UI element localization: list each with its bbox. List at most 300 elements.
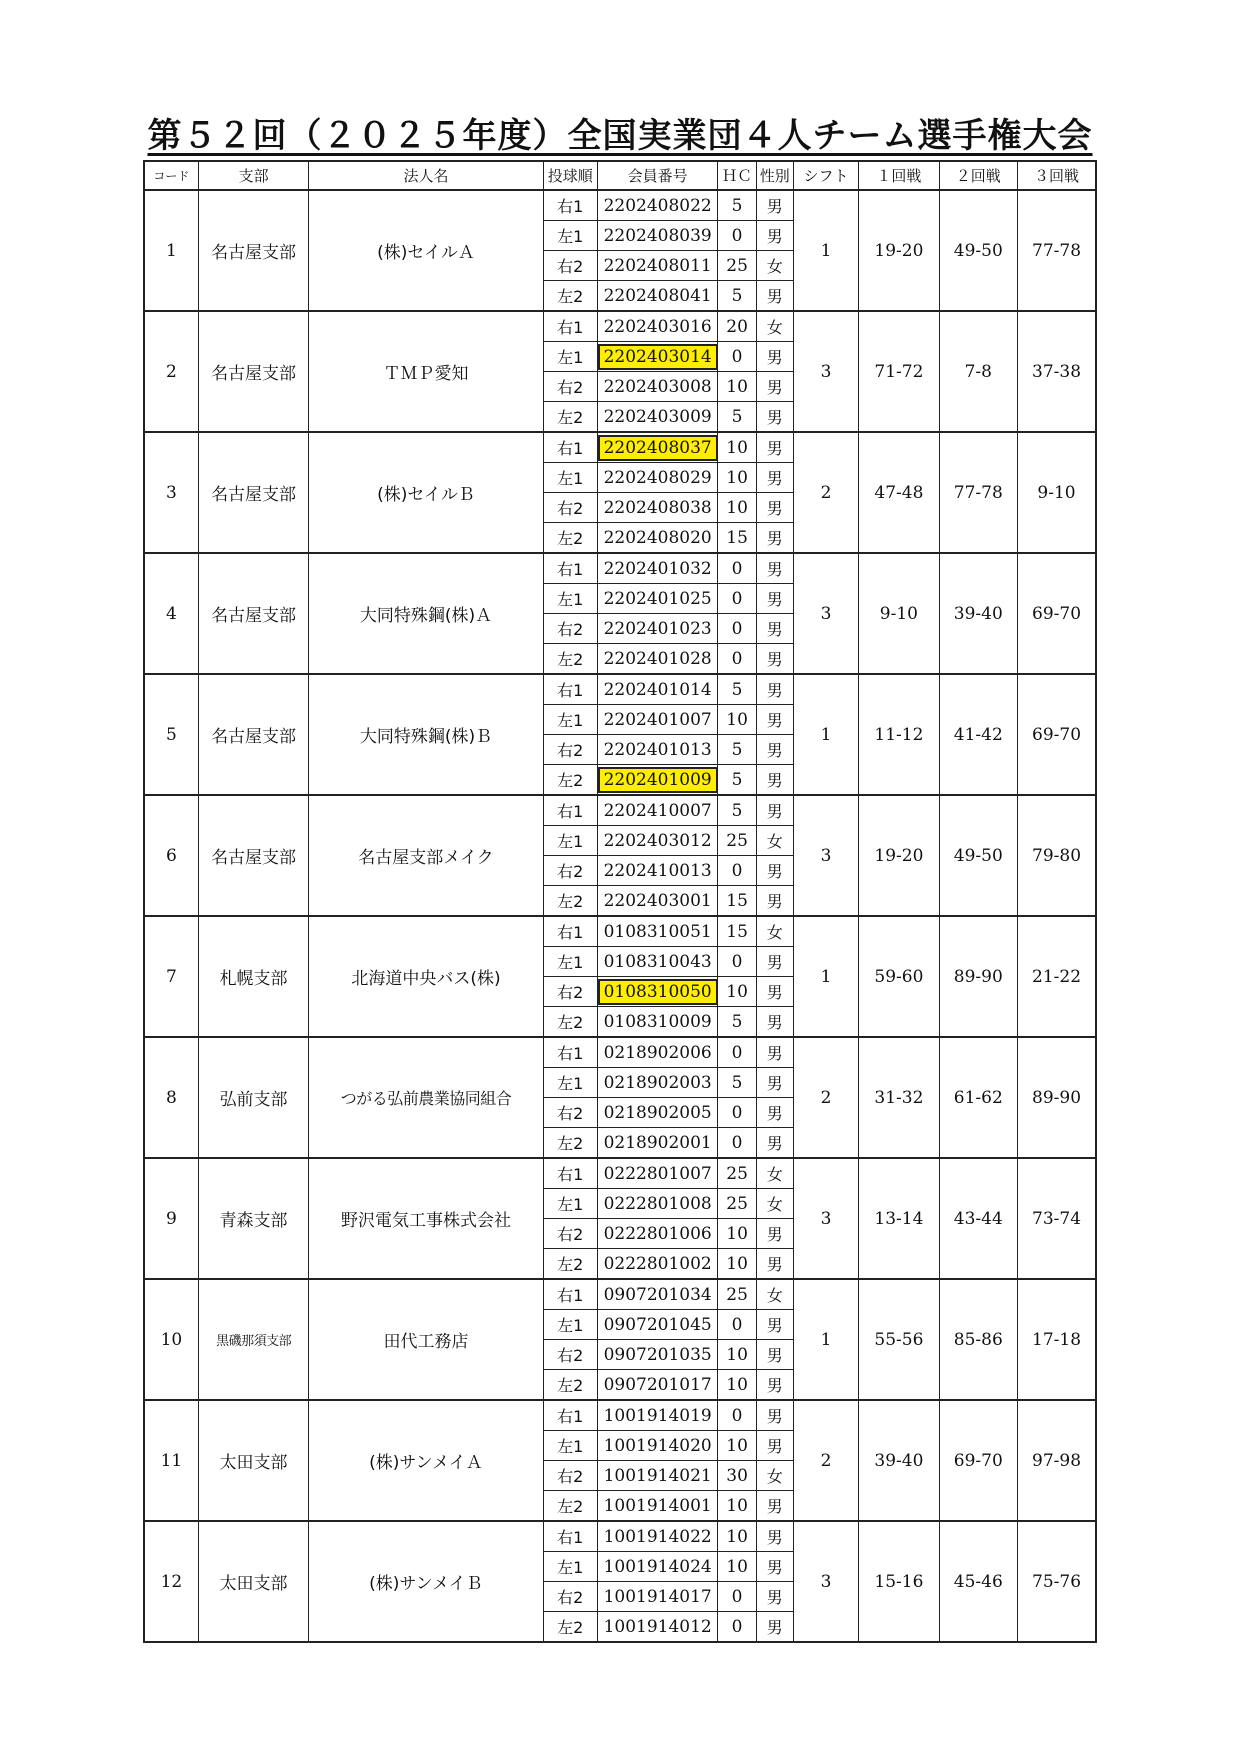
member-number-text: 2202410013 bbox=[603, 860, 712, 881]
player-order: 右1 bbox=[543, 674, 597, 705]
table-row bbox=[144, 795, 1096, 826]
header-order: 投球順 bbox=[543, 161, 597, 190]
player-member-number bbox=[597, 1158, 718, 1189]
player-member-number bbox=[597, 523, 718, 554]
player-gender: 女 bbox=[756, 1189, 793, 1219]
player-member-number bbox=[597, 1007, 718, 1038]
member-number-text: 0907201034 bbox=[603, 1284, 712, 1305]
player-order: 右1 bbox=[543, 916, 597, 947]
team-branch: 名古屋支部 bbox=[198, 795, 309, 916]
player-member-number bbox=[597, 1189, 718, 1219]
member-number-text: 0907201017 bbox=[603, 1374, 712, 1395]
player-gender: 男 bbox=[756, 947, 793, 977]
player-gender: 男 bbox=[756, 856, 793, 886]
player-member-number bbox=[597, 644, 718, 675]
player-member-number bbox=[597, 221, 718, 251]
player-order: 右1 bbox=[543, 1400, 597, 1431]
player-gender: 男 bbox=[756, 977, 793, 1007]
table-row bbox=[144, 1400, 1096, 1431]
team-shift: 3 bbox=[793, 795, 858, 916]
player-gender: 男 bbox=[756, 1128, 793, 1159]
member-number-text: 0218902003 bbox=[603, 1072, 712, 1093]
team-branch: 名古屋支部 bbox=[198, 553, 309, 674]
player-order: 左2 bbox=[543, 1128, 597, 1159]
team-round2-lanes: 89-90 bbox=[939, 916, 1017, 1037]
player-hc: 0 bbox=[718, 1128, 756, 1159]
team-branch: 名古屋支部 bbox=[198, 432, 309, 553]
player-hc: 10 bbox=[718, 1219, 756, 1249]
player-gender: 男 bbox=[756, 463, 793, 493]
player-order: 右1 bbox=[543, 553, 597, 584]
player-hc: 5 bbox=[718, 765, 756, 796]
team-round1-lanes: 59-60 bbox=[859, 916, 939, 1037]
member-number-text: 1001914022 bbox=[603, 1526, 712, 1547]
player-order: 右1 bbox=[543, 1037, 597, 1068]
player-order: 右2 bbox=[543, 1340, 597, 1370]
player-member-number bbox=[597, 402, 718, 433]
team-round3-lanes: 69-70 bbox=[1018, 553, 1096, 674]
member-number-text: 2202408038 bbox=[603, 497, 712, 518]
header-hc: ＨＣ bbox=[718, 161, 756, 190]
player-order: 右2 bbox=[543, 735, 597, 765]
header-member: 会員番号 bbox=[597, 161, 718, 190]
player-gender: 女 bbox=[756, 311, 793, 342]
team-shift: 1 bbox=[793, 1279, 858, 1400]
player-order: 左1 bbox=[543, 221, 597, 251]
player-order: 右2 bbox=[543, 1582, 597, 1612]
team-round3-lanes: 17-18 bbox=[1018, 1279, 1096, 1400]
team-round3-lanes: 89-90 bbox=[1018, 1037, 1096, 1158]
header-round2: ２回戦 bbox=[939, 161, 1017, 190]
team-code: 6 bbox=[144, 795, 198, 916]
player-member-number bbox=[597, 1249, 718, 1280]
member-number-text: 2202408039 bbox=[603, 225, 712, 246]
team-code: 9 bbox=[144, 1158, 198, 1279]
player-hc: 10 bbox=[718, 1521, 756, 1552]
team-branch: 名古屋支部 bbox=[198, 311, 309, 432]
player-member-number bbox=[597, 1219, 718, 1249]
team-round1-lanes: 39-40 bbox=[859, 1400, 939, 1521]
team-corp-name: (株)セイルＢ bbox=[309, 432, 543, 553]
player-gender: 女 bbox=[756, 251, 793, 281]
team-round3-lanes: 21-22 bbox=[1018, 916, 1096, 1037]
team-round1-lanes: 11-12 bbox=[859, 674, 939, 795]
player-member-number bbox=[597, 553, 718, 584]
player-order: 右1 bbox=[543, 795, 597, 826]
team-round3-lanes: 75-76 bbox=[1018, 1521, 1096, 1642]
player-hc: 10 bbox=[718, 1249, 756, 1280]
member-number-text: 0907201045 bbox=[603, 1314, 712, 1335]
team-round2-lanes: 69-70 bbox=[939, 1400, 1017, 1521]
player-order: 左1 bbox=[543, 1189, 597, 1219]
player-order: 左1 bbox=[543, 342, 597, 372]
player-member-number bbox=[597, 977, 718, 1007]
player-member-number bbox=[597, 1370, 718, 1401]
roster-body bbox=[144, 190, 1096, 1642]
team-round1-lanes: 19-20 bbox=[859, 190, 939, 311]
team-code: 10 bbox=[144, 1279, 198, 1400]
player-member-number bbox=[597, 1037, 718, 1068]
player-hc: 10 bbox=[718, 1431, 756, 1461]
team-code: 5 bbox=[144, 674, 198, 795]
player-hc: 0 bbox=[718, 342, 756, 372]
player-gender: 男 bbox=[756, 1431, 793, 1461]
player-gender: 男 bbox=[756, 402, 793, 433]
team-shift: 1 bbox=[793, 674, 858, 795]
player-member-number bbox=[597, 584, 718, 614]
team-round1-lanes: 9-10 bbox=[859, 553, 939, 674]
player-hc: 5 bbox=[718, 1007, 756, 1038]
member-number-text: 2202408041 bbox=[603, 285, 712, 306]
table-row bbox=[144, 190, 1096, 221]
team-corp-name: 北海道中央バス(株) bbox=[309, 916, 543, 1037]
team-corp-name: つがる弘前農業協同組合 bbox=[309, 1037, 543, 1158]
player-member-number bbox=[597, 1098, 718, 1128]
player-gender: 女 bbox=[756, 916, 793, 947]
team-round2-lanes: 41-42 bbox=[939, 674, 1017, 795]
team-branch: 札幌支部 bbox=[198, 916, 309, 1037]
team-round2-lanes: 77-78 bbox=[939, 432, 1017, 553]
player-order: 右2 bbox=[543, 1098, 597, 1128]
player-hc: 10 bbox=[718, 1491, 756, 1522]
player-hc: 0 bbox=[718, 1582, 756, 1612]
table-row bbox=[144, 311, 1096, 342]
team-round3-lanes: 77-78 bbox=[1018, 190, 1096, 311]
player-order: 右2 bbox=[543, 856, 597, 886]
team-shift: 2 bbox=[793, 1400, 858, 1521]
team-corp-name: ＴＭＰ愛知 bbox=[309, 311, 543, 432]
player-order: 右2 bbox=[543, 372, 597, 402]
team-corp-name: 田代工務店 bbox=[309, 1279, 543, 1400]
member-number-text: 0108310043 bbox=[603, 951, 712, 972]
team-round2-lanes: 45-46 bbox=[939, 1521, 1017, 1642]
player-gender: 男 bbox=[756, 1310, 793, 1340]
player-member-number bbox=[597, 1431, 718, 1461]
member-number-text: 0218902001 bbox=[603, 1132, 712, 1153]
member-number-text: 2202401007 bbox=[603, 709, 712, 730]
team-round3-lanes: 79-80 bbox=[1018, 795, 1096, 916]
team-branch: 名古屋支部 bbox=[198, 674, 309, 795]
player-member-number bbox=[597, 311, 718, 342]
player-hc: 0 bbox=[718, 553, 756, 584]
member-number-text: 2202403016 bbox=[603, 316, 712, 337]
member-number-text: 2202408011 bbox=[603, 255, 712, 276]
player-order: 左1 bbox=[543, 1310, 597, 1340]
team-round2-lanes: 85-86 bbox=[939, 1279, 1017, 1400]
header-corp: 法人名 bbox=[309, 161, 543, 190]
player-member-number bbox=[597, 342, 718, 372]
member-number-text: 0222801006 bbox=[603, 1223, 712, 1244]
header-shift: シフト bbox=[793, 161, 858, 190]
team-round1-lanes: 19-20 bbox=[859, 795, 939, 916]
highlighted-member-number: 2202401009 bbox=[600, 769, 716, 791]
player-hc: 15 bbox=[718, 886, 756, 917]
player-order: 左1 bbox=[543, 1552, 597, 1582]
player-order: 左1 bbox=[543, 463, 597, 493]
player-gender: 男 bbox=[756, 1521, 793, 1552]
player-member-number bbox=[597, 1279, 718, 1310]
player-gender: 女 bbox=[756, 1279, 793, 1310]
member-number-text: 1001914017 bbox=[603, 1586, 712, 1607]
member-number-text: 2202403009 bbox=[603, 406, 712, 427]
player-gender: 男 bbox=[756, 523, 793, 554]
team-round1-lanes: 47-48 bbox=[859, 432, 939, 553]
team-corp-name: (株)サンメイＡ bbox=[309, 1400, 543, 1521]
player-hc: 20 bbox=[718, 311, 756, 342]
player-gender: 男 bbox=[756, 190, 793, 221]
player-member-number bbox=[597, 1552, 718, 1582]
player-gender: 男 bbox=[756, 1007, 793, 1038]
team-shift: 1 bbox=[793, 190, 858, 311]
player-gender: 男 bbox=[756, 795, 793, 826]
player-gender: 男 bbox=[756, 1612, 793, 1643]
player-gender: 男 bbox=[756, 886, 793, 917]
player-member-number bbox=[597, 765, 718, 796]
player-order: 右2 bbox=[543, 614, 597, 644]
player-member-number bbox=[597, 856, 718, 886]
team-round2-lanes: 43-44 bbox=[939, 1158, 1017, 1279]
team-shift: 1 bbox=[793, 916, 858, 1037]
player-order: 左2 bbox=[543, 402, 597, 433]
player-hc: 10 bbox=[718, 1340, 756, 1370]
player-gender: 男 bbox=[756, 1068, 793, 1098]
player-member-number bbox=[597, 1310, 718, 1340]
player-order: 右2 bbox=[543, 1219, 597, 1249]
player-member-number bbox=[597, 886, 718, 917]
player-gender: 男 bbox=[756, 1491, 793, 1522]
team-branch: 太田支部 bbox=[198, 1400, 309, 1521]
player-member-number bbox=[597, 916, 718, 947]
team-corp-name: 大同特殊鋼(株)Ａ bbox=[309, 553, 543, 674]
player-order: 左2 bbox=[543, 886, 597, 917]
player-member-number bbox=[597, 705, 718, 735]
roster-table bbox=[143, 160, 1097, 1643]
player-hc: 10 bbox=[718, 372, 756, 402]
player-member-number bbox=[597, 735, 718, 765]
member-number-text: 2202403001 bbox=[603, 890, 712, 911]
player-hc: 0 bbox=[718, 1037, 756, 1068]
table-row bbox=[144, 1158, 1096, 1189]
player-order: 左1 bbox=[543, 584, 597, 614]
team-branch: 弘前支部 bbox=[198, 1037, 309, 1158]
player-hc: 25 bbox=[718, 826, 756, 856]
player-hc: 10 bbox=[718, 1552, 756, 1582]
header-round1: １回戦 bbox=[859, 161, 939, 190]
player-hc: 15 bbox=[718, 523, 756, 554]
player-order: 左2 bbox=[543, 281, 597, 312]
player-order: 左1 bbox=[543, 826, 597, 856]
player-gender: 男 bbox=[756, 372, 793, 402]
player-order: 右1 bbox=[543, 432, 597, 463]
team-round3-lanes: 37-38 bbox=[1018, 311, 1096, 432]
player-hc: 5 bbox=[718, 281, 756, 312]
team-round2-lanes: 49-50 bbox=[939, 795, 1017, 916]
player-hc: 10 bbox=[718, 432, 756, 463]
team-branch: 太田支部 bbox=[198, 1521, 309, 1642]
member-number-text: 0907201035 bbox=[603, 1344, 712, 1365]
team-shift: 3 bbox=[793, 1158, 858, 1279]
player-member-number bbox=[597, 674, 718, 705]
player-gender: 女 bbox=[756, 1158, 793, 1189]
member-number-text: 1001914021 bbox=[603, 1465, 712, 1486]
player-hc: 0 bbox=[718, 1400, 756, 1431]
team-round2-lanes: 49-50 bbox=[939, 190, 1017, 311]
player-gender: 男 bbox=[756, 765, 793, 796]
team-round1-lanes: 55-56 bbox=[859, 1279, 939, 1400]
player-hc: 0 bbox=[718, 856, 756, 886]
highlighted-member-number: 2202408037 bbox=[600, 437, 716, 459]
player-order: 左1 bbox=[543, 1068, 597, 1098]
player-gender: 男 bbox=[756, 221, 793, 251]
table-row bbox=[144, 1279, 1096, 1310]
player-hc: 10 bbox=[718, 493, 756, 523]
player-hc: 10 bbox=[718, 977, 756, 1007]
player-hc: 25 bbox=[718, 251, 756, 281]
player-order: 右1 bbox=[543, 1279, 597, 1310]
team-round1-lanes: 31-32 bbox=[859, 1037, 939, 1158]
team-code: 12 bbox=[144, 1521, 198, 1642]
highlighted-member-number: 0108310050 bbox=[600, 981, 716, 1003]
member-number-text: 0222801008 bbox=[603, 1193, 712, 1214]
team-round1-lanes: 71-72 bbox=[859, 311, 939, 432]
team-round2-lanes: 7-8 bbox=[939, 311, 1017, 432]
player-order: 右2 bbox=[543, 251, 597, 281]
team-corp-name: 野沢電気工事株式会社 bbox=[309, 1158, 543, 1279]
player-member-number bbox=[597, 432, 718, 463]
team-code: 7 bbox=[144, 916, 198, 1037]
player-order: 左1 bbox=[543, 947, 597, 977]
player-member-number bbox=[597, 1491, 718, 1522]
header-round3: ３回戦 bbox=[1018, 161, 1096, 190]
member-number-text: 1001914019 bbox=[603, 1405, 712, 1426]
player-gender: 男 bbox=[756, 1552, 793, 1582]
player-order: 左2 bbox=[543, 1249, 597, 1280]
table-row bbox=[144, 674, 1096, 705]
player-hc: 5 bbox=[718, 402, 756, 433]
member-number-text: 2202401014 bbox=[603, 679, 712, 700]
player-gender: 男 bbox=[756, 735, 793, 765]
player-hc: 5 bbox=[718, 795, 756, 826]
member-number-text: 2202401025 bbox=[603, 588, 712, 609]
member-number-text: 1001914001 bbox=[603, 1495, 712, 1516]
member-number-text: 2202401013 bbox=[603, 739, 712, 760]
header-code: コード bbox=[144, 161, 198, 190]
team-branch: 名古屋支部 bbox=[198, 190, 309, 311]
player-member-number bbox=[597, 1461, 718, 1491]
member-number-text: 2202403008 bbox=[603, 376, 712, 397]
header-row bbox=[144, 161, 1096, 190]
player-order: 左2 bbox=[543, 1007, 597, 1038]
team-shift: 2 bbox=[793, 1037, 858, 1158]
player-gender: 男 bbox=[756, 705, 793, 735]
team-round2-lanes: 61-62 bbox=[939, 1037, 1017, 1158]
player-member-number bbox=[597, 1521, 718, 1552]
player-order: 右1 bbox=[543, 1521, 597, 1552]
player-member-number bbox=[597, 190, 718, 221]
player-member-number bbox=[597, 281, 718, 312]
player-member-number bbox=[597, 947, 718, 977]
player-hc: 5 bbox=[718, 190, 756, 221]
player-gender: 男 bbox=[756, 1370, 793, 1401]
player-gender: 男 bbox=[756, 432, 793, 463]
player-hc: 10 bbox=[718, 705, 756, 735]
player-order: 左2 bbox=[543, 1612, 597, 1643]
player-hc: 25 bbox=[718, 1189, 756, 1219]
player-gender: 男 bbox=[756, 493, 793, 523]
player-hc: 0 bbox=[718, 584, 756, 614]
member-number-text: 0108310009 bbox=[603, 1011, 712, 1032]
player-member-number bbox=[597, 251, 718, 281]
player-member-number bbox=[597, 463, 718, 493]
player-member-number bbox=[597, 1582, 718, 1612]
player-hc: 5 bbox=[718, 674, 756, 705]
member-number-text: 2202408022 bbox=[603, 195, 712, 216]
member-number-text: 2202401032 bbox=[603, 558, 712, 579]
team-round3-lanes: 73-74 bbox=[1018, 1158, 1096, 1279]
member-number-text: 0222801002 bbox=[603, 1253, 712, 1274]
team-branch: 青森支部 bbox=[198, 1158, 309, 1279]
team-round1-lanes: 13-14 bbox=[859, 1158, 939, 1279]
player-order: 右1 bbox=[543, 311, 597, 342]
player-order: 左1 bbox=[543, 705, 597, 735]
player-hc: 0 bbox=[718, 1098, 756, 1128]
team-shift: 3 bbox=[793, 1521, 858, 1642]
team-code: 11 bbox=[144, 1400, 198, 1521]
team-shift: 3 bbox=[793, 553, 858, 674]
player-member-number bbox=[597, 1068, 718, 1098]
member-number-text: 0108310051 bbox=[603, 921, 712, 942]
player-member-number bbox=[597, 614, 718, 644]
player-member-number bbox=[597, 1128, 718, 1159]
player-order: 右1 bbox=[543, 1158, 597, 1189]
player-hc: 5 bbox=[718, 735, 756, 765]
player-gender: 男 bbox=[756, 1340, 793, 1370]
player-order: 左2 bbox=[543, 523, 597, 554]
player-gender: 男 bbox=[756, 644, 793, 675]
team-corp-name: 大同特殊鋼(株)Ｂ bbox=[309, 674, 543, 795]
team-round3-lanes: 9-10 bbox=[1018, 432, 1096, 553]
player-gender: 男 bbox=[756, 1582, 793, 1612]
player-hc: 25 bbox=[718, 1158, 756, 1189]
player-member-number bbox=[597, 1612, 718, 1643]
table-row bbox=[144, 1037, 1096, 1068]
player-hc: 0 bbox=[718, 1612, 756, 1643]
member-number-text: 1001914024 bbox=[603, 1556, 712, 1577]
player-hc: 5 bbox=[718, 1068, 756, 1098]
player-order: 右2 bbox=[543, 1461, 597, 1491]
player-gender: 男 bbox=[756, 553, 793, 584]
player-hc: 0 bbox=[718, 1310, 756, 1340]
member-number-text: 0222801007 bbox=[603, 1163, 712, 1184]
table-row bbox=[144, 553, 1096, 584]
player-hc: 0 bbox=[718, 221, 756, 251]
player-gender: 男 bbox=[756, 1219, 793, 1249]
player-member-number bbox=[597, 795, 718, 826]
team-corp-name: (株)サンメイＢ bbox=[309, 1521, 543, 1642]
player-hc: 30 bbox=[718, 1461, 756, 1491]
player-member-number bbox=[597, 1400, 718, 1431]
member-number-text: 1001914020 bbox=[603, 1435, 712, 1456]
player-hc: 0 bbox=[718, 614, 756, 644]
player-hc: 25 bbox=[718, 1279, 756, 1310]
player-order: 右2 bbox=[543, 977, 597, 1007]
player-hc: 15 bbox=[718, 916, 756, 947]
member-number-text: 2202401028 bbox=[603, 648, 712, 669]
member-number-text: 2202408029 bbox=[603, 467, 712, 488]
player-member-number bbox=[597, 1340, 718, 1370]
team-corp-name: (株)セイルＡ bbox=[309, 190, 543, 311]
member-number-text: 2202401023 bbox=[603, 618, 712, 639]
